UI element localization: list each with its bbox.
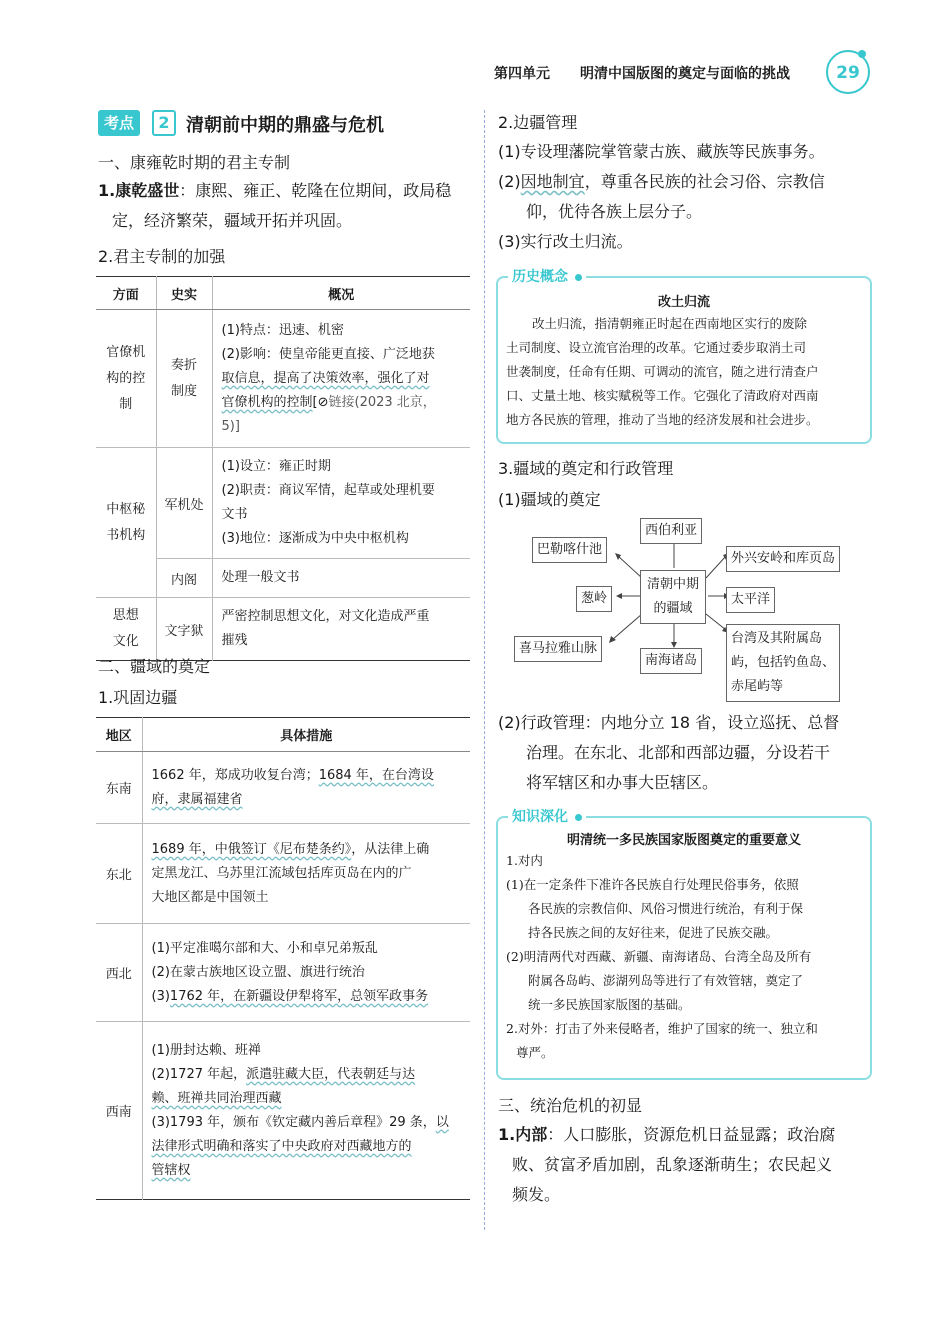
concept-line: 地方各民族的管理，推动了当地的经济发展和社会进步。 xyxy=(506,412,819,427)
overview-line: 取信息，提高了决策效率，强化了对 xyxy=(221,370,430,386)
crisis-label: 1.内部 xyxy=(498,1125,548,1144)
region-northwest: 西北 xyxy=(96,924,142,1022)
region-southwest: 西南 xyxy=(96,1022,142,1200)
deepen-line: (1)在一定条件下准许各民族自行处理民俗事务，依照 xyxy=(506,877,799,892)
th-fact: 史实 xyxy=(156,277,212,310)
measure-line: 以 xyxy=(435,1114,449,1130)
node-pamir: 葱岭 xyxy=(576,586,612,612)
region-southeast: 东南 xyxy=(96,752,142,824)
row-junjichu-overview xyxy=(212,448,470,559)
row-bureaucracy-aspect: 官僚机构的控制 xyxy=(96,310,156,448)
deepen-line: 1.对内 xyxy=(506,853,543,868)
territory-heading: 3.疆域的奠定和行政管理 xyxy=(498,459,674,478)
concept-line: 改土归流，指清朝雍正时起在西南地区实行的废除 xyxy=(532,316,808,331)
node-taiwan-line: 台湾及其附属岛 xyxy=(731,631,823,646)
crisis-line: 频发。 xyxy=(512,1185,561,1204)
th-measures: 具体措施 xyxy=(142,718,470,752)
node-taiwan-line: 屿，包括钓鱼岛、 xyxy=(731,655,836,670)
measure-line: ，从法律上确 xyxy=(351,841,430,857)
border-mgmt-item: (2) xyxy=(498,172,521,191)
border-mgmt-heading: 2.边疆管理 xyxy=(498,113,578,132)
node-taiwan xyxy=(726,624,840,702)
kaodian-title: 清朝前中期的鼎盛与危机 xyxy=(186,115,384,136)
measure-line: 管辖权 xyxy=(151,1162,191,1178)
page-dot-icon xyxy=(858,50,866,58)
border-mgmt-item: 仰，优待各族上层分子。 xyxy=(526,202,703,221)
autocracy-heading: 2.君主专制的加强 xyxy=(98,247,226,266)
concept-line: 土司制度、设立流官治理的改革。它通过委步取消土司 xyxy=(506,340,807,355)
deepen-line: 附属各岛屿、澎湖列岛等进行了有效管辖，奠定了 xyxy=(528,973,804,988)
measure-line: 1762 年，在新疆设伊犁将军，总领军政事务 xyxy=(169,988,429,1004)
measure-line: (3) xyxy=(151,988,170,1004)
row-bureaucracy-overview xyxy=(212,310,470,448)
concept-line: 口、丈量土地、核实赋税等工作。它强化了清政府对西南 xyxy=(506,388,819,403)
node-himalaya: 喜马拉雅山脉 xyxy=(514,636,602,662)
th-region: 地区 xyxy=(96,718,142,752)
frontier-heading: 1.巩固边疆 xyxy=(98,688,178,707)
measure-line: 定黑龙江、乌苏里江流域包括库页岛在内的广 xyxy=(151,865,412,881)
measure-line: (2)在蒙古族地区设立盟、旗进行统治 xyxy=(151,964,365,980)
link-bracket: [ xyxy=(312,394,318,410)
border-mgmt-list xyxy=(498,137,878,257)
concept-tag-label: 历史概念 xyxy=(512,269,568,285)
measure-line: 1684 年，在台湾设 xyxy=(318,767,434,783)
kangqian-paragraph xyxy=(98,176,476,236)
concept-box-tag xyxy=(508,266,586,286)
column-divider xyxy=(484,110,485,1230)
crisis-line: 败、贫富矛盾加剧，乱象逐渐萌生；农民起义 xyxy=(512,1155,833,1174)
kangqian-label: 1.康乾盛世 xyxy=(98,181,180,200)
exam-link: 链接(2023 北京， xyxy=(328,394,436,410)
region-northeast: 东北 xyxy=(96,824,142,924)
node-center xyxy=(640,570,706,624)
admin-paragraph xyxy=(498,708,878,798)
deepen-box-tag xyxy=(508,806,586,826)
overview-line: 处理一般文书 xyxy=(221,570,300,585)
th-aspect: 方面 xyxy=(96,277,156,310)
territory-subheading: (1)疆域的奠定 xyxy=(498,490,601,509)
unit-title: 明清中国版图的奠定与面临的挑战 xyxy=(580,66,790,82)
admin-line: 将军辖区和办事大臣辖区。 xyxy=(526,773,719,792)
row-neige-fact: 内阁 xyxy=(156,559,212,598)
deepen-tag-label: 知识深化 xyxy=(512,809,568,825)
measure-line: (2)1727 年起， xyxy=(151,1066,247,1082)
crisis-line: ：人口膨胀，资源危机日益显露；政治腐 xyxy=(547,1125,836,1144)
measure-line: 赖、班禅共同治理西藏 xyxy=(151,1090,282,1106)
measure-line: 府，隶属福建省 xyxy=(151,791,243,807)
overview-line: 严密控制思想文化，对文化造成严重 xyxy=(221,609,430,624)
overview-line: 官僚机构的控制 xyxy=(221,394,313,410)
row-secretariat-aspect: 中枢秘书机构 xyxy=(96,448,156,598)
deepen-line: 持各民族之间的友好往来，促进了民族交融。 xyxy=(528,925,779,940)
concept-title: 改土归流 xyxy=(657,295,710,310)
section3-heading: 三、统治危机的初显 xyxy=(498,1096,643,1115)
th-overview: 概况 xyxy=(212,277,470,310)
overview-line: (2)职责：商议军情，起草或处理机要 xyxy=(221,483,435,498)
overview-line: (2)影响：使皇帝能更直接、广泛地获 xyxy=(221,346,435,362)
measure-line: 法律形式明确和落实了中央政府对西藏地方的 xyxy=(151,1138,412,1154)
border-mgmt-item: 因地制宜 xyxy=(520,172,585,191)
crisis-paragraph xyxy=(498,1120,878,1210)
overview-line: 文书 xyxy=(221,507,248,522)
row-culture-aspect: 思想文化 xyxy=(96,598,156,661)
deepen-body xyxy=(506,849,866,1065)
node-siberia: 西伯利亚 xyxy=(640,518,702,544)
measures-southeast xyxy=(142,752,470,824)
frontier-table xyxy=(96,717,470,1200)
dot-icon xyxy=(575,274,582,281)
overview-line: 摧残 xyxy=(221,633,248,648)
kangqian-text: ：康熙、雍正、乾隆在位期间，政局稳 xyxy=(179,181,452,200)
kangqian-text-2: 定，经济繁荣，疆域开拓并巩固。 xyxy=(112,211,353,230)
measure-line: 派遣驻藏大臣，代表朝廷与达 xyxy=(246,1066,416,1082)
row-junjichu-fact: 军机处 xyxy=(156,448,212,559)
deepen-title: 明清统一多民族国家版图奠定的重要意义 xyxy=(566,833,801,848)
admin-line: 治理。在东北、北部和西部边疆，分设若干 xyxy=(526,743,831,762)
dot-icon xyxy=(575,814,582,821)
unit-label: 第四单元 xyxy=(494,66,550,82)
section2-heading: 二、疆域的奠定 xyxy=(98,657,211,676)
deepen-line: 2.对外：打击了外来侵略者，维护了国家的统一、独立和 xyxy=(506,1021,818,1036)
section1-heading: 一、康雍乾时期的君主专制 xyxy=(98,153,291,172)
concept-line: 世袭制度，任命有任期、可调动的流官，随之进行清查户 xyxy=(506,364,819,379)
deepen-line: 统一多民族国家版图的基础。 xyxy=(528,997,691,1012)
kaodian-number: 2 xyxy=(152,110,176,136)
kaodian-badge: 考点 xyxy=(98,110,140,136)
overview-line: (3)地位：逐渐成为中央中枢机构 xyxy=(221,531,409,546)
measure-line: (1)册封达赖、班禅 xyxy=(151,1042,261,1058)
row-culture-fact: 文字狱 xyxy=(156,598,212,661)
measure-line: 1662 年，郑成功收复台湾； xyxy=(151,767,319,783)
node-pacific: 太平洋 xyxy=(726,587,775,613)
border-mgmt-item: (3)实行改土归流。 xyxy=(498,232,633,251)
deepen-line: 尊严。 xyxy=(516,1045,554,1060)
row-neige-overview xyxy=(212,559,470,598)
row-culture-overview xyxy=(212,598,470,661)
border-mgmt-item: (1)专设理藩院掌管蒙古族、藏族等民族事务。 xyxy=(498,142,825,161)
node-balkhash: 巴勒喀什池 xyxy=(532,537,607,563)
border-mgmt-item: ，尊重各民族的社会习俗、宗教信 xyxy=(584,172,825,191)
deepen-line: 各民族的宗教信仰、风俗习惯进行统治，有利于保 xyxy=(528,901,804,916)
autocracy-table xyxy=(96,276,470,661)
admin-line: (2)行政管理：内地分立 18 省，设立巡抚、总督 xyxy=(498,713,840,732)
link-icon: ⊘ xyxy=(317,394,329,410)
deepen-line: (2)明清两代对西藏、新疆、南海诸岛、台湾全岛及所有 xyxy=(506,949,812,964)
measures-northeast xyxy=(142,824,470,924)
measure-line: 1689 年，中俄签订《尼布楚条约》 xyxy=(151,841,352,857)
overview-line: (1)特点：迅速、机密 xyxy=(221,322,344,338)
node-south-sea: 南海诸岛 xyxy=(640,648,702,674)
node-center-line: 的疆域 xyxy=(653,601,693,616)
concept-body xyxy=(506,312,864,432)
measure-line: (3)1793 年，颁布《钦定藏内善后章程》29 条， xyxy=(151,1114,436,1130)
exam-link-tail: 5)] xyxy=(221,418,240,434)
node-khingan: 外兴安岭和库页岛 xyxy=(726,546,840,572)
measure-line: 大地区都是中国领土 xyxy=(151,889,269,905)
row-bureaucracy-fact: 奏折制度 xyxy=(156,310,212,448)
node-center-line: 清朝中期 xyxy=(647,577,700,592)
measures-southwest xyxy=(142,1022,470,1200)
page-number: 29 xyxy=(826,50,870,94)
measures-northwest xyxy=(142,924,470,1022)
node-taiwan-line: 赤尾屿等 xyxy=(731,679,784,694)
measure-line: (1)平定准噶尔部和大、小和卓兄弟叛乱 xyxy=(151,940,378,956)
overview-line: (1)设立：雍正时期 xyxy=(221,459,331,474)
